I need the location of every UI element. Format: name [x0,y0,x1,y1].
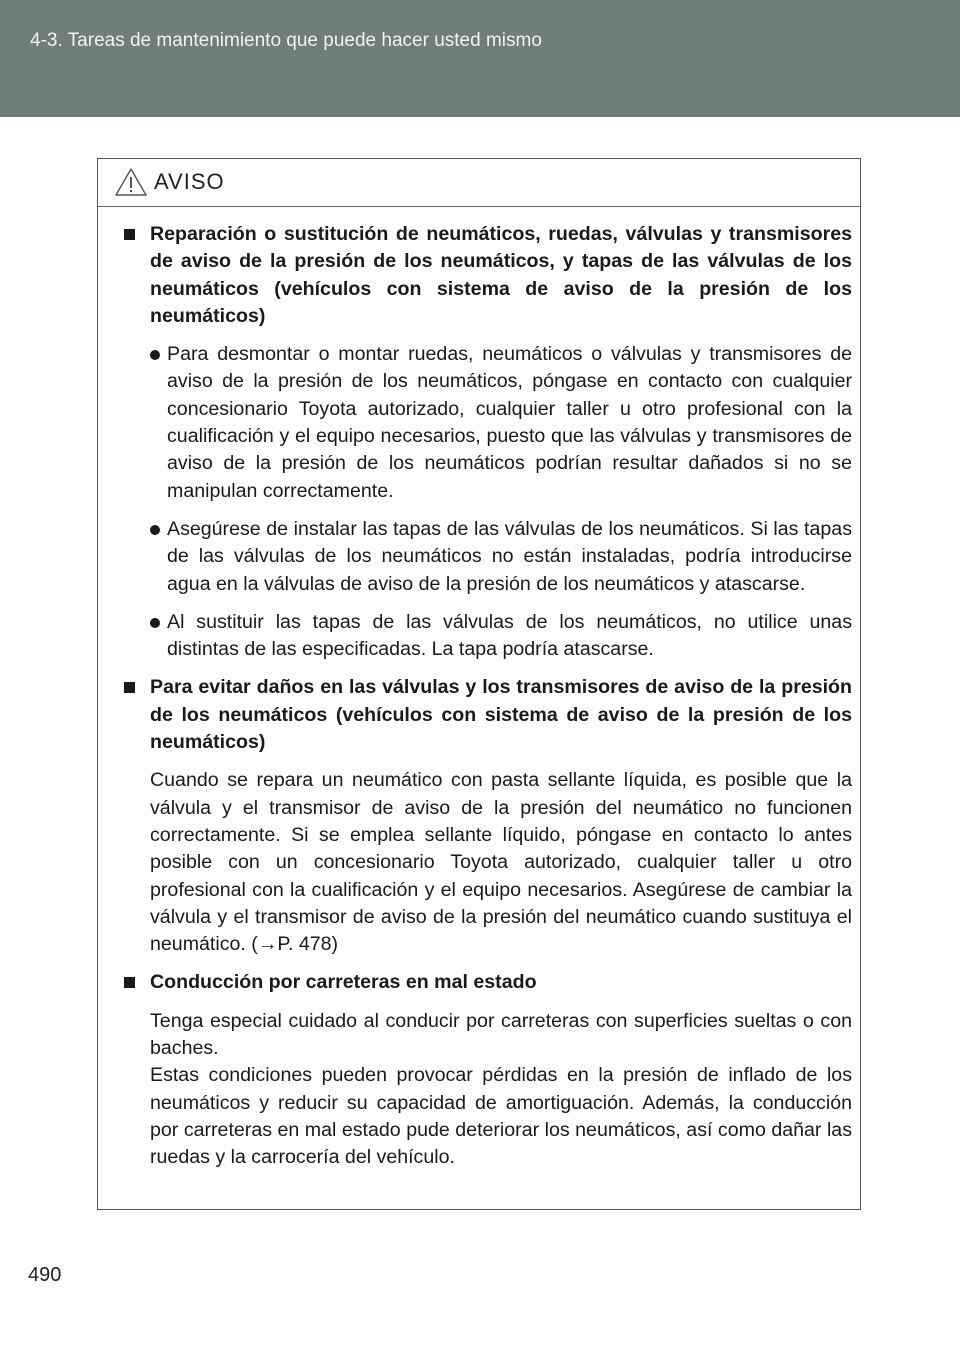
warning-content [98,206,860,1172]
section-body: Estas condiciones pueden provocar pérdidas en la presión de inflado de los neumáticos y reducir su capacidad de amortiguación. Además, la conducción por carreteras en mal estado pude deteriorar los neumáticos, así como dañar las ruedas y la carrocería del vehículo. [150,1064,852,1169]
warning-header [98,159,860,207]
chapter-title: 4-3. Tareas de mantenimiento que puede hacer usted mismo [30,30,542,51]
dot-bullet-icon [150,525,160,535]
page-header [0,0,960,117]
warning-label: AVISO [154,169,225,194]
warning-triangle-icon [114,167,148,197]
warning-box [97,158,861,1210]
section-title: Reparación o sustitución de neumáticos, ruedas, válvulas y transmisores de aviso de la presión de los neumáticos, y tapas de las válvulas de los neumáticos (vehículos con sistema de aviso de la presión de los neumáticos) [124,221,852,330]
square-bullet-icon [124,977,135,988]
list-item: Para desmontar o montar ruedas, neumáticos o válvulas y transmisores de aviso de la presión de los neumáticos, póngase en contacto con cualquier concesionario Toyota autorizado, cualquier taller u otro profesional con la cualificación y el equipo necesarios, puesto que las válvulas y transmisores de aviso de la presión de los neumáticos podrían resultar dañados si no se manipulan correctamente. [150,341,852,505]
section-body: Tenga especial cuidado al conducir por carreteras con superficies sueltas o con baches. [150,1009,852,1060]
section-title: Para evitar daños en las válvulas y los transmisores de aviso de la presión de los neumáticos (vehículos con sistema de aviso de la presión de los neumáticos) [124,674,852,756]
section-title: Conducción por carreteras en mal estado [124,969,852,996]
list-item: Asegúrese de instalar las tapas de las válvulas de los neumáticos. Si las tapas de las válvulas de los neumáticos no están instaladas, podría introducirse agua en la válvulas de aviso de la presión de los neumáticos y atascarse. [150,516,852,598]
square-bullet-icon [124,682,135,693]
list-item: Al sustituir las tapas de las válvulas de los neumáticos, no utilice unas distintas de las especificadas. La tapa podría atascarse. [150,609,852,664]
page-number: 490 [28,1264,62,1286]
dot-bullet-icon [150,618,160,628]
square-bullet-icon [124,229,135,240]
section-body: Cuando se repara un neumático con pasta sellante líquida, es posible que la válvula y el transmisor de aviso de la presión del neumático no funcionen correctamente. Si se emplea sellante líquido, póngase en contacto lo antes posible con un concesionario Toyota autorizado, cualquier taller u otro profesional con la cualificación y el equipo necesarios. Asegúrese de cambiar la válvula y el transmisor de aviso de la presión del neumático cuando sustituya el neumático. (→P. 478) [150,769,852,956]
